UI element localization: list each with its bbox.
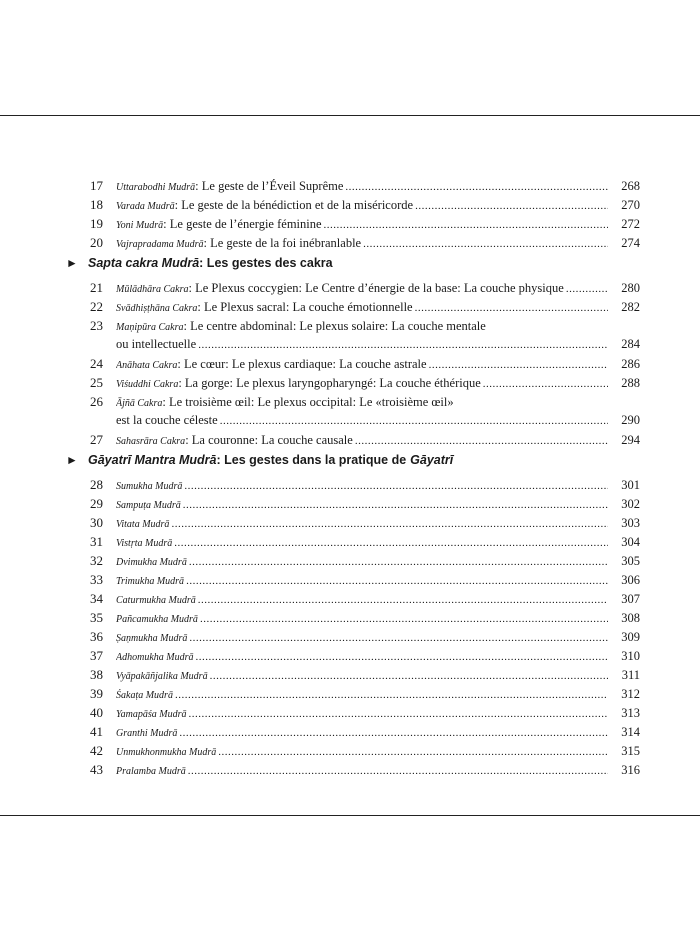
entry-page: 313 xyxy=(621,706,640,720)
entry-number: 40 xyxy=(90,705,103,720)
entry-title: Yamapāśa Mudrā xyxy=(116,709,187,720)
dot-leader xyxy=(345,181,608,193)
toc-entry[interactable] xyxy=(66,705,640,724)
group-3 xyxy=(66,356,640,394)
entry-number: 31 xyxy=(90,534,103,549)
toc-entry[interactable] xyxy=(66,515,640,534)
entry-number: 38 xyxy=(90,667,103,682)
toc-entry[interactable] xyxy=(66,648,640,667)
entry-description: : Le troisième œil: Le plexus occipital: Le «troisième œil» xyxy=(162,395,454,409)
entry-description: : Le cœur: Le plexus cardiaque: La couche astrale xyxy=(177,357,427,371)
entry-number: 33 xyxy=(90,572,103,587)
entry-page: 305 xyxy=(621,554,640,568)
entry-number: 36 xyxy=(90,629,103,644)
entry-title: Pañcamukha Mudrā xyxy=(116,614,198,625)
entry-title: Sumukha Mudrā xyxy=(116,481,183,492)
entry-title: Sampuṭa Mudrā xyxy=(116,500,181,511)
entry-number: 32 xyxy=(90,553,103,568)
entry-page: 312 xyxy=(621,687,640,701)
entry-title: Maṇipūra Cakra xyxy=(116,322,184,333)
toc-entry[interactable] xyxy=(66,216,640,235)
toc-entry[interactable] xyxy=(66,235,640,254)
toc-entry[interactable] xyxy=(66,534,640,553)
toc-entry[interactable] xyxy=(66,318,640,356)
dot-leader xyxy=(415,302,608,314)
entry-title: Anāhata Cakra xyxy=(116,360,178,371)
entry-page: 282 xyxy=(621,300,640,314)
entry-description: : Le geste de la bénédiction et de la miséricorde xyxy=(174,198,414,212)
toc-entry[interactable] xyxy=(66,610,640,629)
entry-title: Sahasrāra Cakra xyxy=(116,436,186,447)
section-heading-gayatri xyxy=(66,453,640,477)
entry-page: 315 xyxy=(621,744,640,758)
toc-entry[interactable] xyxy=(66,496,640,515)
dot-leader xyxy=(189,556,608,568)
entry-number: 34 xyxy=(90,591,103,606)
entry-title: Vitata Mudrā xyxy=(116,519,170,530)
entry-description: : Le geste de la foi inébranlable xyxy=(203,236,362,250)
entry-page: 284 xyxy=(621,337,640,351)
dot-leader xyxy=(189,632,608,644)
entry-number: 26 xyxy=(90,394,103,409)
entry-title: Ṣaṇmukha Mudrā xyxy=(116,633,188,644)
entry-page: 302 xyxy=(621,497,640,511)
entry-title: Ājñā Cakra xyxy=(116,398,163,409)
toc-entry[interactable] xyxy=(66,724,640,743)
entry-title: Viśuddhi Cakra xyxy=(116,379,179,390)
triangle-arrow-icon: ► xyxy=(66,256,78,270)
toc-entry[interactable] xyxy=(66,299,640,318)
entry-page: 307 xyxy=(621,592,640,606)
toc-entry[interactable] xyxy=(66,280,640,299)
entry-description: : Le geste de l’Éveil Suprême xyxy=(195,179,344,193)
toc-entry[interactable] xyxy=(66,432,640,451)
entry-page: 306 xyxy=(621,573,640,587)
entry-number: 28 xyxy=(90,477,103,492)
entry-title: Vajrapradama Mudrā xyxy=(116,239,204,250)
entry-number: 23 xyxy=(90,318,103,333)
entry-page: 303 xyxy=(621,516,640,530)
dot-leader xyxy=(415,200,608,212)
dot-leader xyxy=(188,708,608,720)
entry-number: 17 xyxy=(90,178,103,193)
toc-entry[interactable] xyxy=(66,375,640,394)
toc-entry[interactable] xyxy=(66,572,640,591)
dot-leader xyxy=(324,219,608,231)
entry-page: 308 xyxy=(621,611,640,625)
entry-title: Mūlādhāra Cakra xyxy=(116,284,189,295)
dot-leader xyxy=(179,727,608,739)
toc-entry[interactable] xyxy=(66,686,640,705)
dot-leader xyxy=(210,670,608,682)
triangle-arrow-icon: ► xyxy=(66,453,78,467)
entry-number: 22 xyxy=(90,299,103,314)
dot-leader xyxy=(198,339,608,351)
entry-description: : Le centre abdominal: Le plexus solaire: La couche mentale xyxy=(183,319,486,333)
section-heading-sapta-cakra xyxy=(66,256,640,280)
entry-description: : Le geste de l’énergie féminine xyxy=(163,217,322,231)
entry-description: : La gorge: Le plexus laryngopharyngé: La couche éthérique xyxy=(178,376,481,390)
dot-leader xyxy=(483,378,608,390)
entry-number: 35 xyxy=(90,610,103,625)
dot-leader xyxy=(184,480,608,492)
group-2 xyxy=(66,280,640,318)
entry-page: 280 xyxy=(621,281,640,295)
dot-leader xyxy=(200,613,608,625)
entry-page: 309 xyxy=(621,630,640,644)
table-of-contents xyxy=(66,178,640,781)
toc-entry[interactable] xyxy=(66,197,640,216)
section-name: Gāyatrī Mantra Mudrā xyxy=(88,453,217,467)
dot-leader xyxy=(196,651,609,663)
dot-leader xyxy=(174,537,608,549)
entry-page: 294 xyxy=(621,433,640,447)
entry-number: 25 xyxy=(90,375,103,390)
toc-entry[interactable] xyxy=(66,356,640,375)
dot-leader xyxy=(220,415,608,427)
dot-leader xyxy=(186,575,608,587)
entry-number: 20 xyxy=(90,235,103,250)
bottom-rule xyxy=(0,815,700,816)
entry-number: 27 xyxy=(90,432,103,447)
entry-title: Svādhiṣṭhāna Cakra xyxy=(116,303,198,314)
entry-number: 41 xyxy=(90,724,103,739)
entry-number: 37 xyxy=(90,648,103,663)
entry-number: 21 xyxy=(90,280,103,295)
toc-entry[interactable] xyxy=(66,477,640,496)
dot-leader xyxy=(429,359,608,371)
entry-page: 314 xyxy=(621,725,640,739)
entry-page: 272 xyxy=(621,217,640,231)
group-4 xyxy=(66,477,640,781)
entry-title: Granthi Mudrā xyxy=(116,728,178,739)
toc-entry[interactable] xyxy=(66,629,640,648)
toc-entry[interactable] xyxy=(66,394,640,432)
entry-title: Varada Mudrā xyxy=(116,201,175,212)
entry-page: 316 xyxy=(621,763,640,777)
dot-leader xyxy=(566,283,608,295)
entry-title: Vyāpakāñjalika Mudrā xyxy=(116,671,208,682)
entry-page: 311 xyxy=(621,668,640,682)
entry-number: 30 xyxy=(90,515,103,530)
entry-number: 19 xyxy=(90,216,103,231)
entry-description: : La couronne: La couche causale xyxy=(185,433,353,447)
entry-title: Uttarabodhi Mudrā xyxy=(116,182,196,193)
dot-leader xyxy=(218,746,608,758)
entry-title: Trimukha Mudrā xyxy=(116,576,185,587)
dot-leader xyxy=(355,435,608,447)
entry-description: : Le Plexus sacral: La couche émotionnelle xyxy=(197,300,413,314)
entry-page: 270 xyxy=(621,198,640,212)
toc-entry[interactable] xyxy=(66,591,640,610)
dot-leader xyxy=(183,499,608,511)
toc-entry[interactable] xyxy=(66,762,640,781)
entry-continuation: est la couche céleste xyxy=(116,413,218,427)
entry-page: 301 xyxy=(621,478,640,492)
entry-page: 310 xyxy=(621,649,640,663)
entry-number: 39 xyxy=(90,686,103,701)
entry-number: 43 xyxy=(90,762,103,777)
top-rule xyxy=(0,115,700,116)
entry-page: 286 xyxy=(621,357,640,371)
entry-title: Dvimukha Mudrā xyxy=(116,557,187,568)
dot-leader xyxy=(188,765,608,777)
dot-leader xyxy=(363,238,608,250)
entry-number: 24 xyxy=(90,356,103,371)
toc-entry[interactable] xyxy=(66,667,640,686)
section-subtitle: : Les gestes des cakra xyxy=(199,256,333,270)
section-subtitle-tail: Gāyatrī xyxy=(410,453,454,467)
dot-leader xyxy=(171,518,608,530)
entry-number: 18 xyxy=(90,197,103,212)
toc-entry[interactable] xyxy=(66,743,640,762)
entry-title: Śakaṭa Mudrā xyxy=(116,690,173,701)
entry-page: 274 xyxy=(621,236,640,250)
toc-entry[interactable] xyxy=(66,178,640,197)
dot-leader xyxy=(198,594,608,606)
section-subtitle: : Les gestes dans la pratique de xyxy=(216,453,407,467)
entry-title: Adhomukha Mudrā xyxy=(116,652,194,663)
dot-leader xyxy=(175,689,608,701)
entry-page: 290 xyxy=(621,413,640,427)
section-name: Sapta cakra Mudrā xyxy=(88,256,200,270)
entry-title: Unmukhonmukha Mudrā xyxy=(116,747,217,758)
entry-title: Yoni Mudrā xyxy=(116,220,164,231)
entry-continuation: ou intellectuelle xyxy=(116,337,197,351)
entry-page: 304 xyxy=(621,535,640,549)
entry-page: 288 xyxy=(621,376,640,390)
entry-title: Pralamba Mudrā xyxy=(116,766,186,777)
entry-description: : Le Plexus coccygien: Le Centre d’énergie de la base: La couche physique xyxy=(188,281,564,295)
entry-title: Vistṛta Mudrā xyxy=(116,538,173,549)
entry-number: 42 xyxy=(90,743,103,758)
group-1 xyxy=(66,178,640,254)
entry-number: 29 xyxy=(90,496,103,511)
entry-title: Caturmukha Mudrā xyxy=(116,595,196,606)
toc-entry[interactable] xyxy=(66,553,640,572)
entry-page: 268 xyxy=(621,179,640,193)
